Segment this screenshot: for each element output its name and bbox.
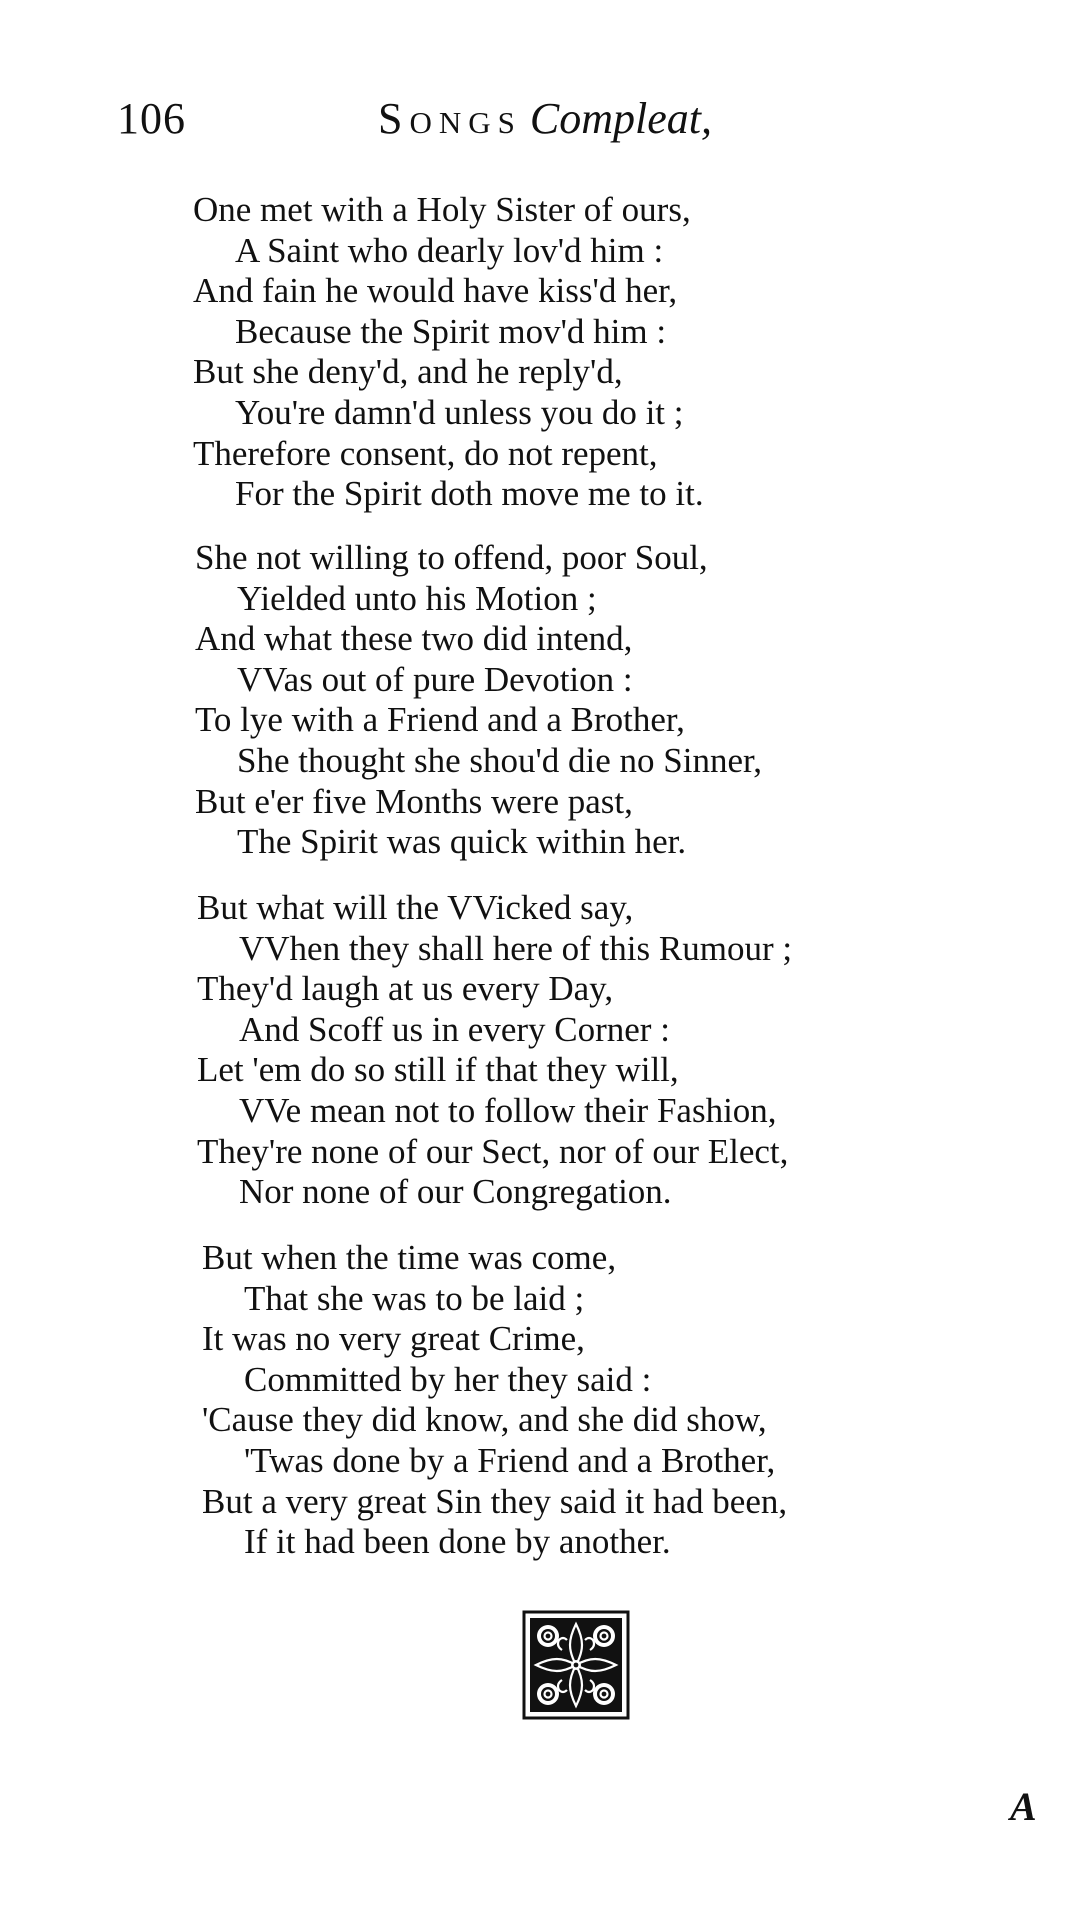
stanza-3 <box>197 888 792 1213</box>
verse-line: Yielded unto his Motion ; <box>237 578 597 618</box>
verse-line: Committed by her they said : <box>244 1359 652 1399</box>
running-head-italic: Compleat, <box>529 94 712 143</box>
running-head-smallcaps: Songs <box>378 94 522 143</box>
verse-line: VVas out of pure Devotion : <box>237 659 633 699</box>
verse-line: One met with a Holy Sister of ours, <box>193 190 691 229</box>
stanza-2 <box>195 538 762 863</box>
verse-line: That she was to be laid ; <box>244 1278 585 1318</box>
verse-line: It was no very great Crime, <box>202 1319 585 1359</box>
verse-line: A Saint who dearly lov'd him : <box>235 230 664 270</box>
verse-line: They'd laugh at us every Day, <box>197 969 614 1009</box>
verse-line: You're damn'd unless you do it ; <box>235 392 684 432</box>
verse-line: But e'er five Months were past, <box>195 781 633 821</box>
verse-line: If it had been done by another. <box>244 1522 671 1562</box>
verse-line: Let 'em do so still if that they will, <box>197 1050 679 1090</box>
stanza-4 <box>202 1238 787 1563</box>
verse-line: But she deny'd, and he reply'd, <box>193 352 623 392</box>
verse-line: She not willing to offend, poor Soul, <box>195 538 708 577</box>
catchword: A <box>1010 1784 1037 1829</box>
verse-line: And Scoff us in every Corner : <box>239 1009 670 1049</box>
verse-line: But when the time was come, <box>202 1238 617 1277</box>
verse-line: But what will the VVicked say, <box>197 888 634 927</box>
verse-line: Nor none of our Congregation. <box>239 1172 672 1212</box>
verse-line: For the Spirit doth move me to it. <box>235 474 704 514</box>
verse-line: VVhen they shall here of this Rumour ; <box>239 928 793 968</box>
verse-line: And what these two did intend, <box>195 619 633 659</box>
verse-line: And fain he would have kiss'd her, <box>193 271 678 311</box>
floral-ornament-icon <box>522 1610 630 1720</box>
verse-line: The Spirit was quick within her. <box>237 822 687 862</box>
verse-line: 'Twas done by a Friend and a Brother, <box>244 1440 776 1480</box>
verse-line: She thought she shou'd die no Sinner, <box>237 740 763 780</box>
verse-line: To lye with a Friend and a Brother, <box>195 700 685 740</box>
page-number: 106 <box>117 94 186 143</box>
verse-line: They're none of our Sect, nor of our Elect, <box>197 1131 789 1171</box>
verse-line: 'Cause they did know, and she did show, <box>202 1400 767 1440</box>
running-head <box>378 94 712 143</box>
verse-line: Therefore consent, do not repent, <box>193 433 658 473</box>
verse-line: But a very great Sin they said it had been, <box>202 1481 788 1521</box>
verse-line: Because the Spirit mov'd him : <box>235 311 667 351</box>
stanza-1 <box>193 190 704 515</box>
verse-line: VVe mean not to follow their Fashion, <box>239 1090 777 1130</box>
